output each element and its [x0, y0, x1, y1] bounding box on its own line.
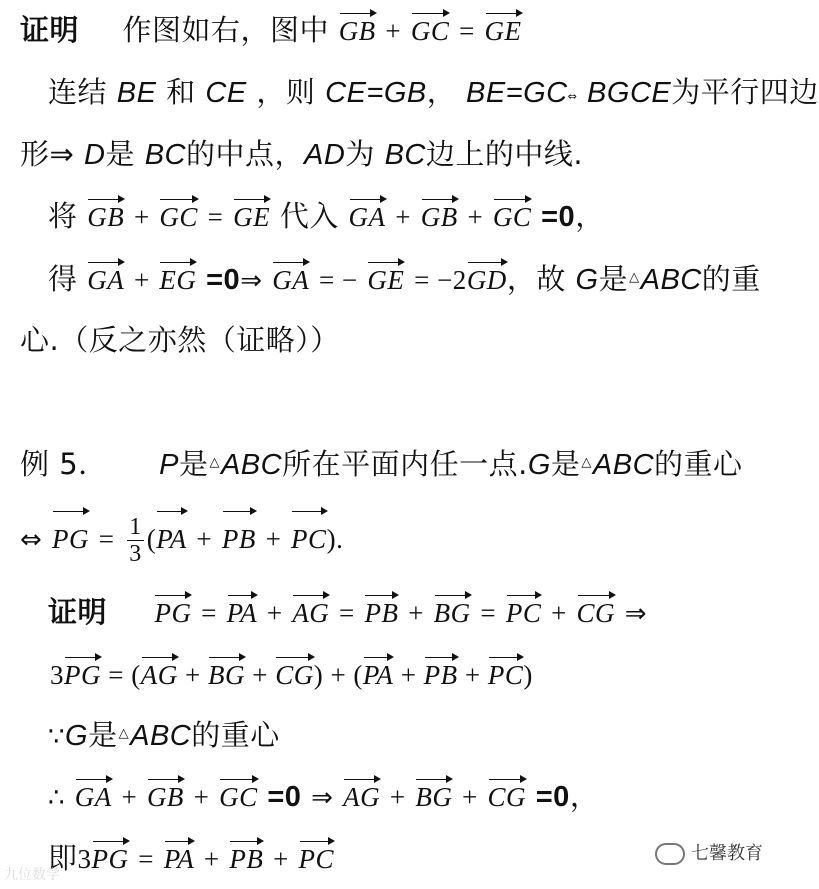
- vector-pc: PC: [488, 655, 524, 695]
- paren: ): [326, 524, 337, 554]
- vector-pb: PB: [364, 593, 398, 633]
- vector-pc: PC: [299, 839, 335, 879]
- text: 边上的中线.: [425, 137, 584, 171]
- text: 是: [105, 137, 135, 171]
- vector-ga: GA: [87, 260, 124, 300]
- vector-pc: PC: [506, 593, 542, 633]
- plus: +: [385, 16, 402, 46]
- text: 为: [345, 137, 375, 171]
- text: 即: [48, 841, 78, 875]
- iff-symbol: ⇔: [20, 525, 43, 555]
- vector-cg: CG: [488, 777, 527, 817]
- vector-ag: AG: [343, 777, 380, 817]
- vector-gc: GC: [159, 197, 198, 237]
- triangle-abc: ABC: [640, 264, 702, 296]
- point-d: D: [84, 139, 106, 171]
- paren: (: [146, 524, 157, 554]
- vector-gc: GC: [493, 197, 532, 237]
- text: 是: [598, 262, 629, 296]
- text: ，: [426, 75, 457, 109]
- vector-gb: GB: [87, 197, 124, 237]
- watermark-brand: 七馨教育: [691, 843, 763, 864]
- implies-symbol: ⇒: [240, 266, 263, 296]
- triangle-icon: △: [629, 270, 640, 285]
- vector-gd: GD: [467, 260, 507, 300]
- proof2-line1: 证明 PG = PA + AG = PB + BG = PC + CG ⇒: [48, 592, 647, 634]
- text: 作图如右，图中: [122, 13, 329, 47]
- proof-heading: 证明: [48, 595, 108, 629]
- text: 的中点，: [186, 137, 305, 171]
- text: 心.（反之亦然（证略））: [20, 323, 340, 357]
- equals-minus-two: = −2: [414, 265, 467, 295]
- text: 是: [88, 718, 118, 752]
- vector-ge: GE: [233, 197, 270, 237]
- equals: =: [98, 524, 115, 554]
- triangle-abc: ABC: [592, 449, 655, 481]
- vector-pa: PA: [227, 593, 258, 633]
- proof1-line6: [20, 320, 340, 360]
- text: 的重心: [191, 718, 280, 752]
- vector-bg: BG: [208, 655, 245, 695]
- implies-symbol: ⇒: [311, 783, 334, 813]
- vector-eg: EG: [159, 260, 196, 300]
- vector-pb: PB: [424, 655, 458, 695]
- point-g: G: [527, 449, 551, 481]
- vector-gb: GB: [147, 777, 184, 817]
- text: ，: [569, 779, 600, 813]
- quadrilateral-bgce: BGCE: [587, 77, 672, 109]
- vector-pg: PG: [52, 509, 89, 569]
- vector-pg: PG: [64, 655, 101, 695]
- text: 所在平面内任一点.: [282, 447, 528, 481]
- example5-formula: ⇔ PG = $\frac{1}{3}$ (PA + PB + PC).: [20, 508, 343, 570]
- proof1-line1: [20, 10, 522, 51]
- text: 形⇒: [20, 137, 75, 171]
- vector-gb: GB: [421, 197, 458, 237]
- point-g: G: [65, 720, 89, 752]
- text: 是: [550, 447, 581, 481]
- vector-ag: AG: [141, 655, 178, 695]
- proof2-line4: ∴ GA + GB + GC =0 ⇒ AG + BG + CG =0，: [48, 776, 599, 818]
- text: ，则: [256, 75, 316, 109]
- therefore-symbol: ∴: [48, 783, 66, 813]
- triangle-abc: ABC: [220, 449, 283, 481]
- zero-vector: =0: [267, 781, 302, 813]
- implies-symbol: ⇒: [624, 599, 648, 629]
- vector-ga: GA: [75, 777, 112, 817]
- proof2-line5: 即3PG = PA + PB + PC: [48, 838, 334, 879]
- proof2-line2: 3PG = (AG + BG + CG) + (PA + PB + PC): [50, 654, 533, 695]
- vector-gc: GC: [219, 777, 258, 817]
- proof1-line3: [20, 134, 583, 175]
- watermark: [655, 839, 763, 865]
- vector-cg: CG: [275, 655, 314, 695]
- fraction-one-third: [127, 514, 144, 567]
- zero-vector: =0: [535, 781, 570, 813]
- triangle-icon: △: [581, 455, 592, 470]
- vector-pa: PA: [156, 509, 187, 569]
- triangle-abc: ABC: [130, 720, 192, 752]
- text: 的重心: [654, 447, 743, 481]
- vector-pa: PA: [164, 839, 195, 879]
- segment-ad: AD: [304, 139, 346, 171]
- vector-gb: GB: [339, 11, 376, 51]
- zero-vector: =0: [541, 201, 576, 233]
- vector-ga: GA: [349, 197, 386, 237]
- vector-ge: GE: [485, 11, 522, 51]
- wechat-icon: [655, 843, 685, 865]
- text: 将: [48, 199, 78, 233]
- proof1-line4: 将 GB + GC = GE 代入 GA + GB + GC =0，: [48, 196, 605, 237]
- watermark-text: 九位数学: [4, 867, 60, 883]
- vector-ga: GA: [272, 260, 309, 300]
- segment-ce: CE: [205, 77, 247, 109]
- proof1-line2: [48, 72, 819, 117]
- equation: BE=GC: [465, 77, 568, 109]
- because-symbol: ∵: [48, 722, 66, 752]
- triangle-icon: △: [209, 455, 220, 470]
- proof-heading: 证明: [20, 13, 80, 47]
- watermark-left: [4, 864, 60, 884]
- vector-pg: PG: [92, 839, 129, 879]
- text: ，: [575, 199, 605, 233]
- vector-ge: GE: [367, 260, 404, 300]
- example-label: 例 5．: [20, 447, 108, 481]
- proof1-line5: 得 GA + EG =0⇒ GA = − GE = −2GD，故 G是△ABC的重: [48, 258, 761, 301]
- vector-pa: PA: [363, 655, 394, 695]
- coefficient: 3: [77, 844, 92, 874]
- segment-bc: BC: [144, 139, 187, 171]
- text: 为平行四边: [671, 75, 819, 109]
- text: 是: [178, 447, 209, 481]
- proof2-line3: [48, 714, 280, 757]
- denominator: 3: [129, 540, 142, 567]
- iff-symbol: ⇔: [567, 90, 578, 103]
- vector-gc: GC: [411, 11, 450, 51]
- vector-pb: PB: [222, 509, 256, 569]
- text: 的重: [701, 262, 761, 296]
- period: .: [336, 524, 344, 554]
- coefficient: 3: [50, 660, 64, 690]
- segment-bc: BC: [384, 139, 426, 171]
- numerator: 1: [129, 513, 142, 540]
- vector-pb: PB: [229, 839, 263, 879]
- point-g: G: [575, 264, 599, 296]
- equals: =: [459, 16, 475, 46]
- vector-pg: PG: [154, 593, 191, 633]
- vector-pc: PC: [291, 509, 327, 569]
- vector-bg: BG: [434, 593, 471, 633]
- triangle-icon: △: [118, 726, 130, 741]
- vector-cg: CG: [577, 593, 616, 633]
- text: 和: [166, 75, 196, 109]
- segment-be: BE: [116, 77, 157, 109]
- example5-statement: [20, 443, 743, 485]
- text: 得: [48, 262, 78, 296]
- zero-vector: =0: [206, 264, 241, 296]
- vector-bg: BG: [415, 777, 452, 817]
- equation: CE=GB: [325, 77, 427, 109]
- equals-minus: = −: [318, 265, 358, 295]
- text: ，故: [506, 262, 566, 296]
- vector-ag: AG: [292, 593, 329, 633]
- text: 代入: [279, 199, 339, 233]
- text: 连结: [48, 75, 108, 109]
- point-p: P: [159, 449, 179, 481]
